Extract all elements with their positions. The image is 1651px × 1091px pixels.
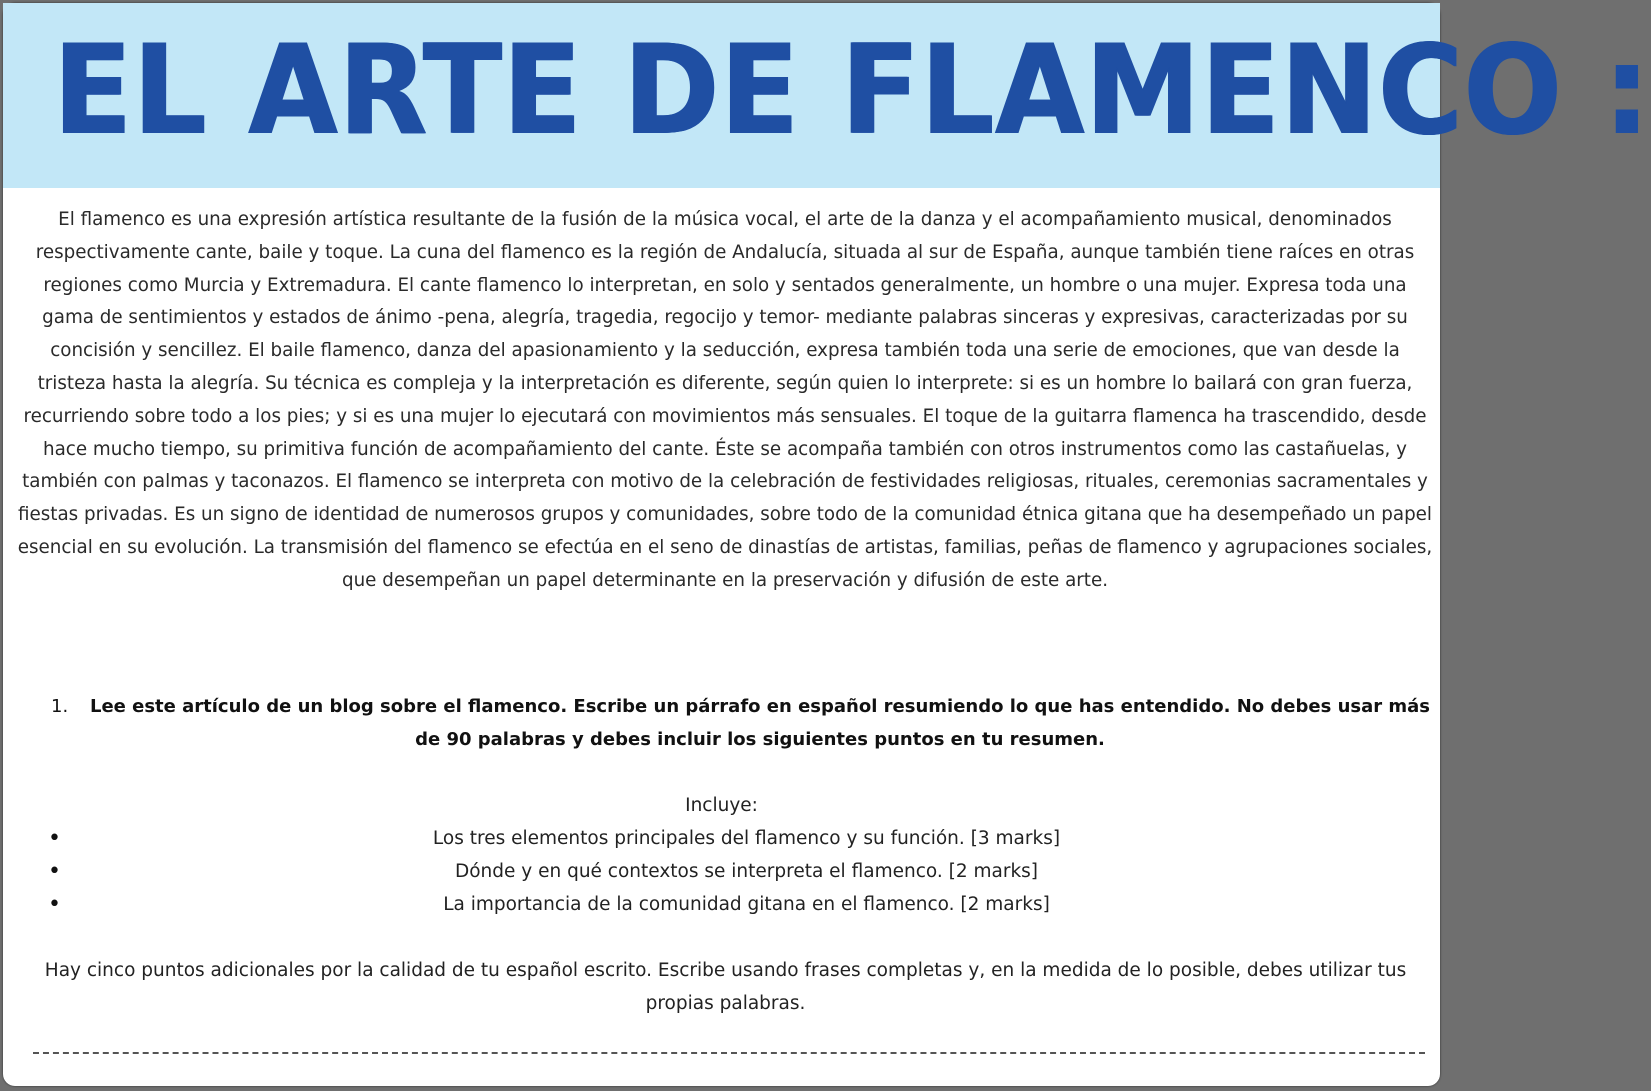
list-item-text: Dónde y en qué contextos se interpreta el flamenco. [2 marks]	[454, 861, 1039, 882]
list-item-text: La importancia de la comunidad gitana en el flamenco. [2 marks]	[443, 894, 1050, 915]
additional-points-note: Hay cinco puntos adicionales por la calidad de tu español escrito. Escribe usando frases completas y, en la medida de lo posible, debes utilizar tus propias palabras.	[44, 960, 1407, 1014]
worksheet-page	[3, 3, 1651, 1086]
includes-list	[3, 822, 1440, 921]
answer-line	[33, 1052, 1425, 1054]
bullet-icon: •	[48, 859, 61, 884]
list-item	[3, 855, 1440, 888]
page-title: EL ARTE DE FLAMENCO :	[53, 19, 1651, 163]
article-paragraph: El flamenco es una expresión artística resultante de la fusión de la música vocal, el arte de la danza y el acompañamiento musical, denominados respectivamente cante, baile y toque. La cuna del flamenco es la región de Andalucía, situada al sur de España, aunque también tiene raíces en otras regiones como Murcia y Extremadura. El cante flamenco lo interpretan, en solo y sentados generalmente, un hombre o una mujer. Expresa toda una gama de sentimientos y estados de ánimo -pena, alegría, tragedia, regocijo y temor- mediante palabras sinceras y expresivas, caracterizadas por su concisión y sencillez. El baile flamenco, danza del apasionamiento y la seducción, expresa también toda una serie de emociones, que van desde la tristeza hasta la alegría. Su técnica es compleja y la interpretación es diferente, según quien lo interprete: si es un hombre lo bailará con gran fuerza, recurriendo sobre todo a los pies; y si es una mujer lo ejecutará con movimientos más sensuales. El toque de la guitarra flamenca ha trascendido, desde hace mucho tiempo, su primitiva función de acompañamiento del cante. Éste se acompaña también con otros instrumentos como las castañuelas, y también con palmas y taconazos. El flamenco se interpreta con motivo de la celebración de festividades religiosas, rituales, ceremonias sacramentales y fiestas privadas. Es un signo de identidad de numerosos grupos y comunidades, sobre todo de la comunidad étnica gitana que ha desempeñado un papel esencial en su evolución. La transmisión del flamenco se efectúa en el seno de dinastías de artistas, familias, peñas de flamenco y agrupaciones sociales, que desempeñan un papel determinante en la preservación y difusión de este arte.	[17, 209, 1433, 591]
task-instruction	[51, 690, 1431, 756]
title-banner	[3, 3, 1651, 188]
includes-heading: Incluye:	[685, 795, 758, 816]
list-item	[3, 822, 1440, 855]
list-item-text: Los tres elementos principales del flamenco y su función. [3 marks]	[432, 828, 1061, 849]
bullet-icon: •	[48, 892, 61, 917]
task-number: 1.	[51, 696, 69, 717]
list-item	[3, 888, 1440, 921]
bullet-icon: •	[48, 826, 61, 851]
task-text: Lee este artículo de un blog sobre el flamenco. Escribe un párrafo en español resumiendo lo que has entendido. No debes usar más de 90 palabras y debes incluir los siguientes puntos en tu resumen.	[89, 696, 1431, 750]
